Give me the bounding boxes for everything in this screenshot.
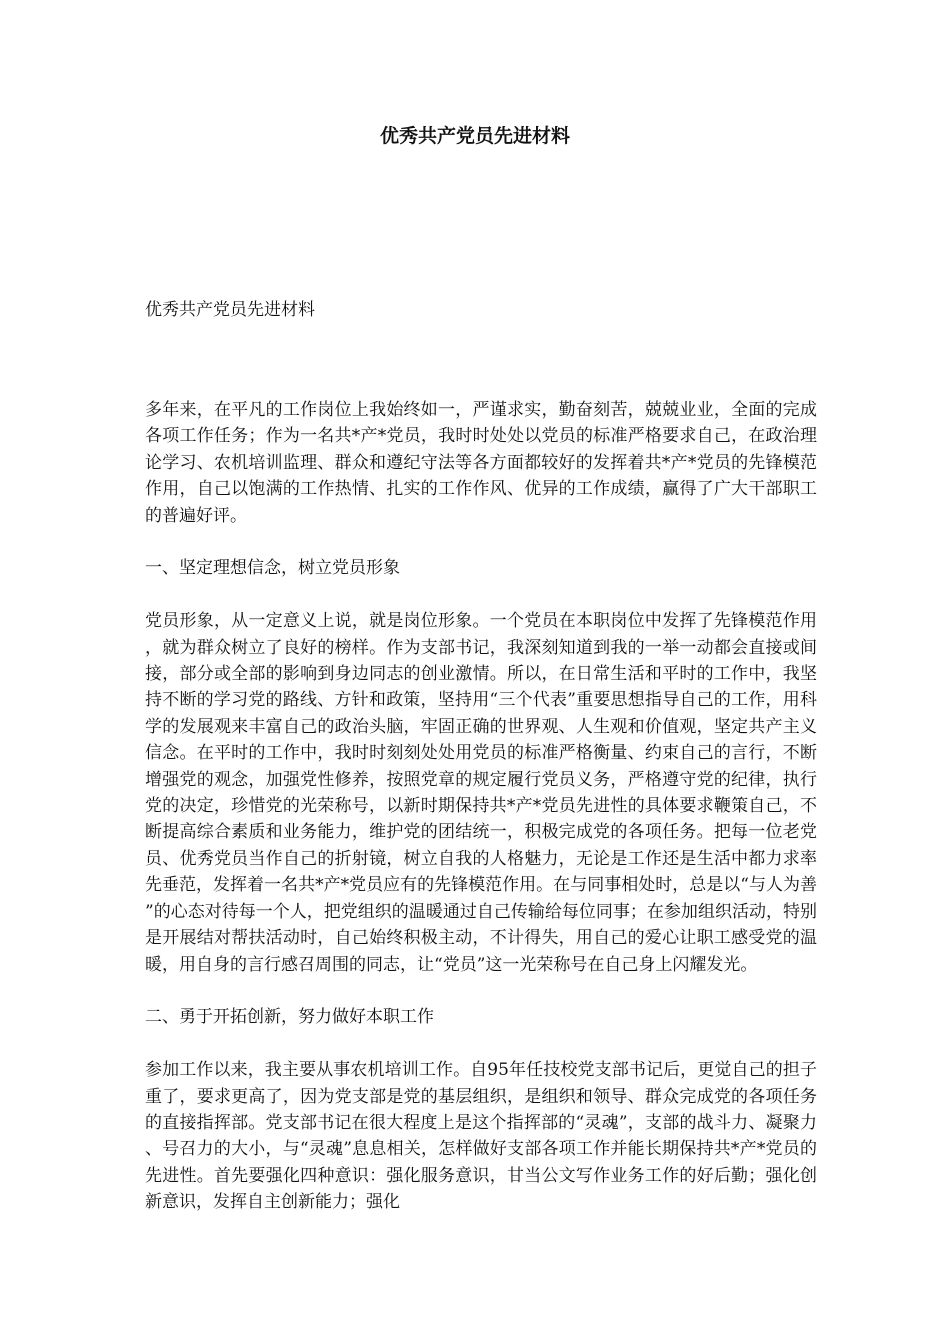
body-paragraph-section-2: 参加工作以来，我主要从事农机培训工作。自95年任技校党支部书记后，更觉自己的担子重了，要求更高了，因为党支部是党的基层组织，是组织和领导、群众完成党的各项任务的直接指挥部。党支部书记在很大程度上是这个指挥部的“灵魂”，支部的战斗力、凝聚力、号召力的大小，与“灵魂”息息相关，怎样做好支部各项工作并能长期保持共*产*党员的先进性。首先要强化四种意识：强化服务意识，甘当公文写作业务工作的好后勤；强化创新意识，发挥自主创新能力；强化	[145, 1060, 817, 1213]
document-title: 优秀共产党员先进材料	[379, 125, 570, 147]
document-body	[145, 397, 817, 1242]
section-heading-1: 一、坚定理想信念，树立党员形象	[145, 558, 400, 579]
body-paragraph-intro: 多年来，在平凡的工作岗位上我始终如一，严谨求实，勤奋刻苦，兢兢业业，全面的完成各项工作任务；作为一名共*产*党员，我时时处处以党员的标准严格要求自己，在政治理论学习、农机培训监理、群众和遵纪守法等各方面都较好的发挥着共*产*党员的先锋模范作用，自己以饱满的工作热情、扎实的工作作风、优异的工作成绩，赢得了广大干部职工的普遍好评。	[145, 400, 817, 526]
section-heading-2: 二、勇于开拓创新，努力做好本职工作	[145, 1007, 434, 1028]
document-subtitle: 优秀共产党员先进材料	[145, 300, 315, 320]
body-paragraph-section-1: 党员形象，从一定意义上说，就是岗位形象。一个党员在本职岗位中发挥了先锋模范作用，就为群众树立了良好的榜样。作为支部书记，我深刻知道到我的一举一动都会直接或间接，部分或全部的影响到身边同志的创业激情。所以，在日常生活和平时的工作中，我坚持不断的学习党的路线、方针和政策，坚持用“三个代表”重要思想指导自己的工作，用科学的发展观来丰富自己的政治头脑，牢固正确的世界观、人生观和价值观，坚定共产主义信念。在平时的工作中，我时时刻刻处处用党员的标准严格衡量、约束自己的言行，不断增强党的观念，加强党性修养，按照党章的规定履行党员义务，严格遵守党的纪律，执行党的决定，珍惜党的光荣称号，以新时期保持共*产*党员先进性的具体要求鞭策自己，不断提高综合素质和业务能力，维护党的团结统一，积极完成党的各项任务。把每一位老党员、优秀党员当作自己的折射镜，树立自我的人格魅力，无论是工作还是生活中都力求率先垂范，发挥着一名共*产*党员应有的先锋模范作用。在与同事相处时，总是以“与人为善”的心态对待每一个人，把党组织的温暖通过自己传输给每位同事；在参加组织活动，特别是开展结对帮扶活动时，自己始终积极主动，不计得失，用自己的爱心让职工感受党的温暖，用自身的言行感召周围的同志，让“党员”这一光荣称号在自己身上闪耀发光。	[145, 611, 817, 975]
